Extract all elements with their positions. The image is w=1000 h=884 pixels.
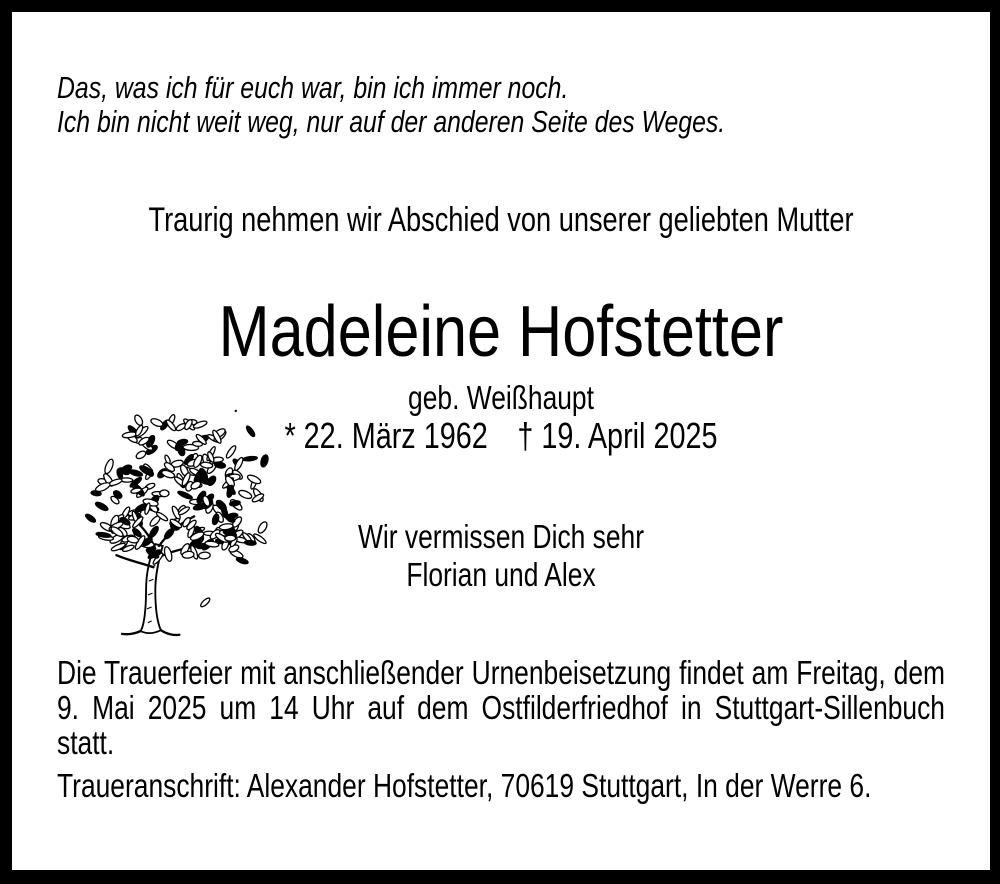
birth-date: * 22. März 1962: [284, 415, 488, 456]
death-date: † 19. April 2025: [517, 415, 718, 456]
leaf-speck: [235, 410, 237, 412]
quote-line-2: Ich bin nicht weit weg, nur auf der anderen Seite des Weges.: [57, 104, 726, 139]
memorial-quote: [57, 71, 725, 139]
deceased-name: Madeleine Hofstetter: [218, 292, 784, 372]
obituary-card: [12, 12, 990, 870]
farewell-block: [110, 518, 892, 594]
maiden-name: geb. Weißhaupt: [408, 379, 594, 416]
mourners-names: Florian und Alex: [406, 556, 596, 593]
ceremony-details: Die Trauerfeier mit anschließender Urnenbeisetzung findet am Freitag, dem 9. Mai 2025 um 14 Uhr auf dem Ostfilderfriedhof in Stuttgart-Sillenbuch statt.: [57, 654, 945, 761]
farewell-line: Wir vermissen Dich sehr: [357, 518, 645, 555]
quote-line-1: Das, was ich für euch war, bin ich immer noch.: [57, 70, 569, 105]
condolence-address: Traueranschrift: Alexander Hofstetter, 70619 Stuttgart, In der Werre 6.: [57, 767, 872, 804]
intro-line: Traurig nehmen wir Abschied von unserer geliebten Mutter: [148, 201, 854, 239]
